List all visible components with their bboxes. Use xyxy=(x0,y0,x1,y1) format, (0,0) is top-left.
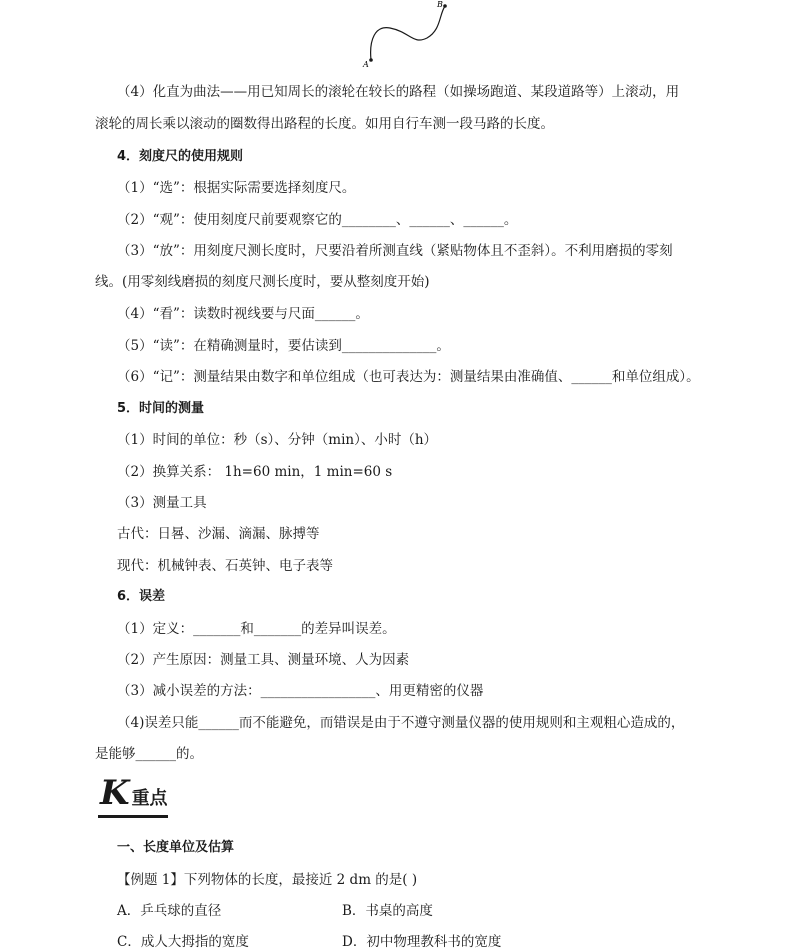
time-tools: （3）测量工具 xyxy=(117,495,207,511)
error-note-line-2: 是能够______的。 xyxy=(95,746,203,762)
error-note-line-1: （4)误差只能______而不能避免，而错误是由于不遵守测量仪器的使用规则和主观粗心造成的， xyxy=(117,715,685,731)
time-units: （1）时间的单位：秒（s）、分钟（min）、小时（h） xyxy=(117,432,438,448)
rule-2: （2）“观”：使用刻度尺前要观察它的________、______、______。 xyxy=(117,212,518,228)
rule-3-line-2: 线。(用零刻线磨损的刻度尺测长度时，要从整刻度开始) xyxy=(95,274,430,290)
time-tools-modern: 现代：机械钟表、石英钟、电子表等 xyxy=(117,558,333,574)
paragraph-4-line-2: 滚轮的周长乘以滚动的圈数得出路程的长度。如用自行车测一段马路的长度。 xyxy=(95,116,554,132)
error-reduction: （3）减小误差的方法：_________________、用更精密的仪器 xyxy=(117,683,484,699)
rule-1: （1）“选”：根据实际需要选择刻度尺。 xyxy=(117,180,356,196)
paragraph-4-line-1: （4）化直为曲法——用已知周长的滚轮在较长的路程（如操场跑道、某段道路等）上滚动，用 xyxy=(117,84,680,100)
option-c: C．成人大拇指的宽度 xyxy=(117,934,249,950)
error-definition: （1）定义：_______和_______的差异叫误差。 xyxy=(117,621,396,637)
key-letter: K xyxy=(100,773,130,813)
error-causes: （2）产生原因：测量工具、测量环境、人为因素 xyxy=(117,652,410,668)
time-tools-ancient: 古代：日晷、沙漏、滴漏、脉搏等 xyxy=(117,526,320,542)
point-b-label: B xyxy=(437,0,443,9)
key-points-title: 重点 xyxy=(131,788,168,809)
heading-6: 6．误差 xyxy=(117,589,166,604)
rule-5: （5）“读”：在精确测量时，要估读到______________。 xyxy=(117,338,450,354)
key-points-logo xyxy=(100,773,168,813)
option-b: B．书桌的高度 xyxy=(342,903,433,919)
heading-5: 5．时间的测量 xyxy=(117,401,205,416)
rule-3-line-1: （3）“放”：用刻度尺测长度时，尺要沿着所测直线（紧贴物体且不歪斜）。不利用磨损的零刻 xyxy=(117,243,673,259)
option-a: A．乒乓球的直径 xyxy=(117,903,222,919)
time-conversion: （2）换算关系： 1h=60 min，1 min=60 s xyxy=(117,464,393,480)
option-d: D．初中物理教科书的宽度 xyxy=(342,934,502,950)
section-1-title: 一、长度单位及估算 xyxy=(117,840,235,855)
rule-4: （4）“看”：读数时视线要与尺面______。 xyxy=(117,306,369,322)
rule-6: （6）“记”：测量结果由数字和单位组成（也可表达为：测量结果由准确值、______和单位组成）。 xyxy=(117,369,700,385)
key-points-underline xyxy=(98,815,168,818)
curve-diagram xyxy=(355,0,465,70)
heading-4: 4．刻度尺的使用规则 xyxy=(117,149,244,164)
curve-path xyxy=(371,6,445,60)
point-a-label: A xyxy=(363,60,369,69)
example-1-question: 【例题 1】下列物体的长度，最接近 2 dm 的是( ) xyxy=(117,872,418,888)
